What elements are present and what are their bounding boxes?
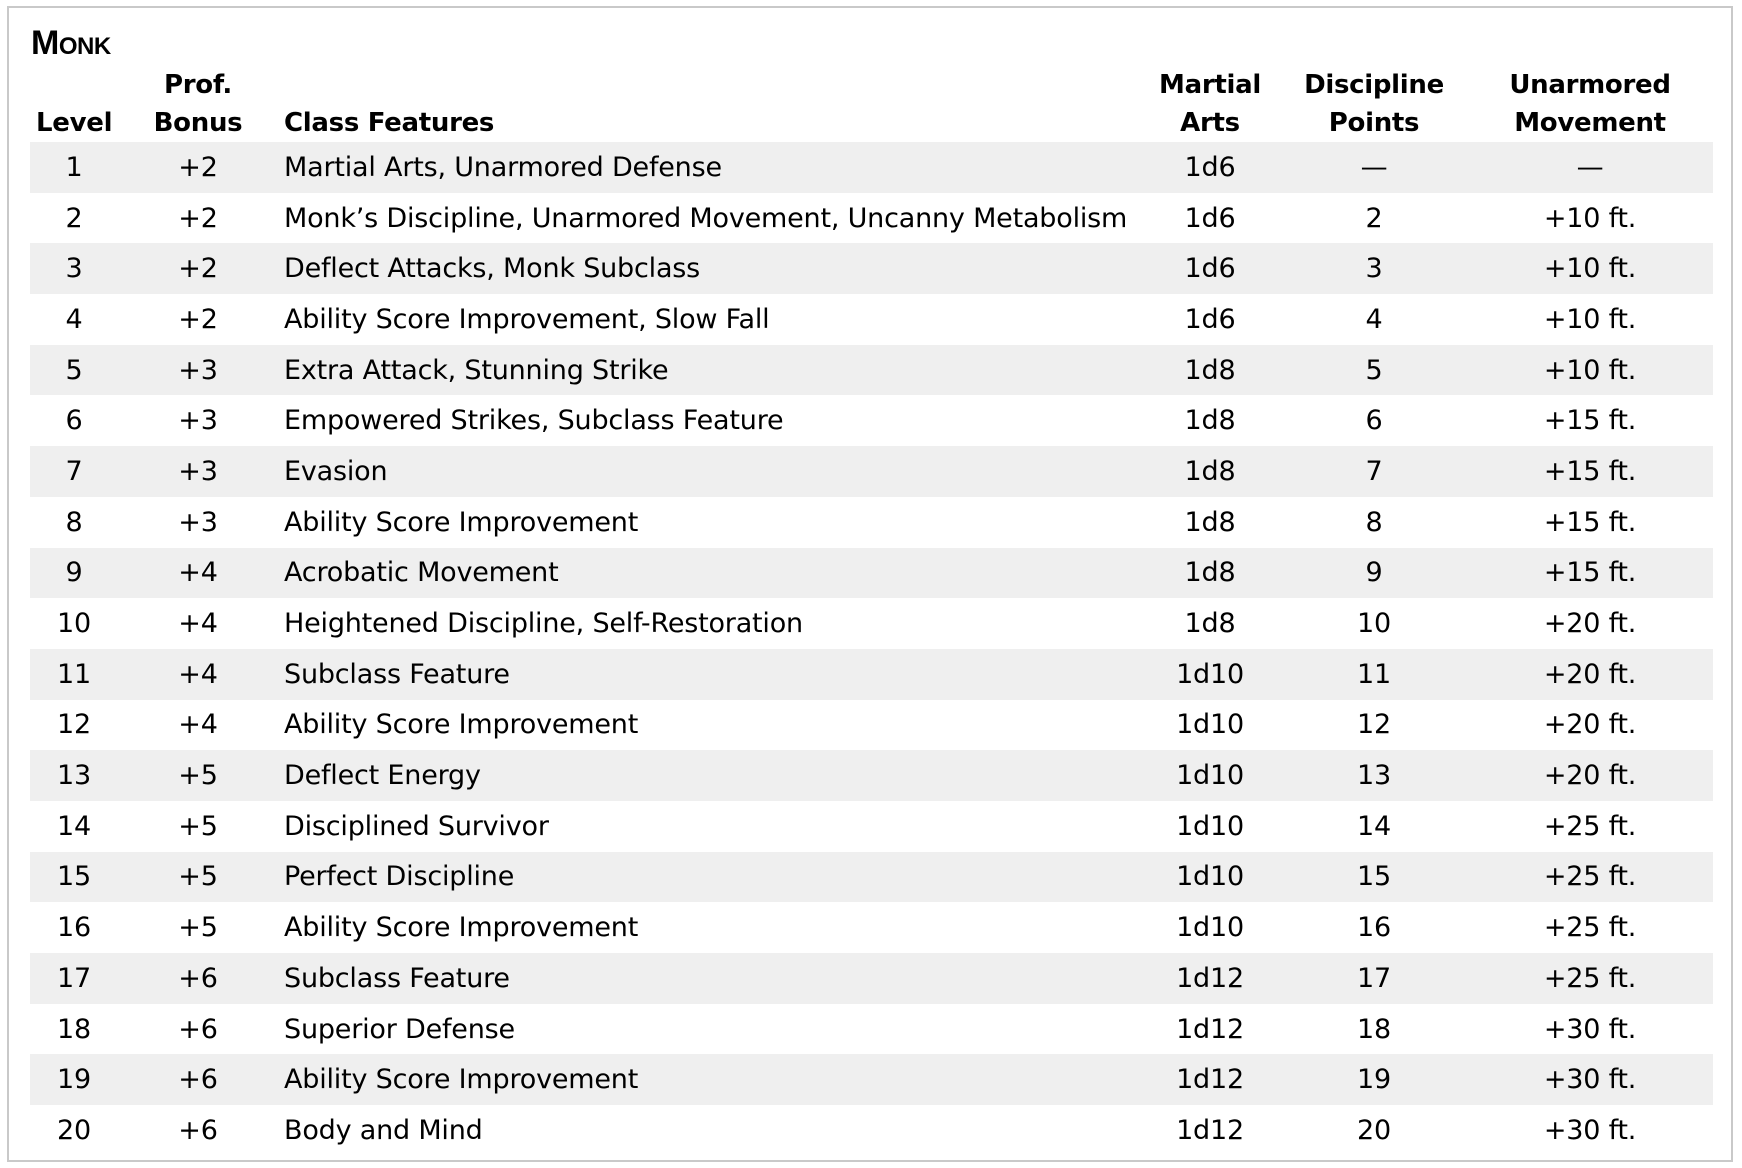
cell-prof-bonus: +3 xyxy=(118,345,278,396)
table-row xyxy=(30,750,1713,801)
cell-martial-arts: 1d6 xyxy=(1139,193,1281,244)
cell-level: 5 xyxy=(30,345,118,396)
cell-class-features: Martial Arts, Unarmored Defense xyxy=(278,142,1139,193)
table-row xyxy=(30,446,1713,497)
cell-discipline-points: 16 xyxy=(1281,902,1467,953)
header-discipline-points-line1: Discipline xyxy=(1304,70,1444,100)
cell-martial-arts: 1d10 xyxy=(1139,700,1281,751)
cell-prof-bonus: +5 xyxy=(118,852,278,903)
cell-class-features: Perfect Discipline xyxy=(278,852,1139,903)
cell-discipline-points: 8 xyxy=(1281,497,1467,548)
cell-class-features: Evasion xyxy=(278,446,1139,497)
cell-class-features: Deflect Energy xyxy=(278,750,1139,801)
cell-unarmored-movement: +15 ft. xyxy=(1467,395,1713,446)
cell-discipline-points: 17 xyxy=(1281,953,1467,1004)
cell-level: 6 xyxy=(30,395,118,446)
cell-class-features: Body and Mind xyxy=(278,1105,1139,1156)
cell-class-features: Ability Score Improvement xyxy=(278,902,1139,953)
cell-prof-bonus: +4 xyxy=(118,598,278,649)
cell-unarmored-movement: +30 ft. xyxy=(1467,1054,1713,1105)
cell-prof-bonus: +4 xyxy=(118,649,278,700)
header-level: Level xyxy=(36,108,113,138)
page-title: Monk xyxy=(31,24,111,62)
header-class-features: Class Features xyxy=(284,108,495,138)
cell-prof-bonus: +2 xyxy=(118,294,278,345)
cell-unarmored-movement: — xyxy=(1467,142,1713,193)
table-row xyxy=(30,395,1713,446)
cell-unarmored-movement: +30 ft. xyxy=(1467,1105,1713,1156)
class-progression-table xyxy=(30,66,1713,1156)
header-discipline-points xyxy=(1281,66,1467,142)
cell-martial-arts: 1d6 xyxy=(1139,243,1281,294)
cell-prof-bonus: +5 xyxy=(118,902,278,953)
table-row xyxy=(30,497,1713,548)
cell-martial-arts: 1d8 xyxy=(1139,598,1281,649)
cell-level: 14 xyxy=(30,801,118,852)
cell-unarmored-movement: +15 ft. xyxy=(1467,548,1713,599)
table-row xyxy=(30,243,1713,294)
cell-martial-arts: 1d8 xyxy=(1139,497,1281,548)
cell-level: 3 xyxy=(30,243,118,294)
cell-prof-bonus: +3 xyxy=(118,446,278,497)
cell-discipline-points: 7 xyxy=(1281,446,1467,497)
cell-class-features: Extra Attack, Stunning Strike xyxy=(278,345,1139,396)
cell-unarmored-movement: +10 ft. xyxy=(1467,243,1713,294)
cell-discipline-points: 13 xyxy=(1281,750,1467,801)
cell-prof-bonus: +2 xyxy=(118,142,278,193)
cell-level: 4 xyxy=(30,294,118,345)
cell-martial-arts: 1d10 xyxy=(1139,852,1281,903)
cell-martial-arts: 1d8 xyxy=(1139,345,1281,396)
cell-discipline-points: 4 xyxy=(1281,294,1467,345)
cell-class-features: Deflect Attacks, Monk Subclass xyxy=(278,243,1139,294)
header-martial-arts xyxy=(1139,66,1281,142)
header-unarmored-movement-line2: Movement xyxy=(1514,108,1666,138)
table-row xyxy=(30,548,1713,599)
cell-unarmored-movement: +20 ft. xyxy=(1467,750,1713,801)
table-row xyxy=(30,700,1713,751)
cell-level: 10 xyxy=(30,598,118,649)
cell-unarmored-movement: +20 ft. xyxy=(1467,700,1713,751)
cell-martial-arts: 1d10 xyxy=(1139,649,1281,700)
cell-martial-arts: 1d10 xyxy=(1139,801,1281,852)
cell-discipline-points: 15 xyxy=(1281,852,1467,903)
cell-level: 17 xyxy=(30,953,118,1004)
cell-prof-bonus: +3 xyxy=(118,497,278,548)
cell-discipline-points: 2 xyxy=(1281,193,1467,244)
cell-class-features: Disciplined Survivor xyxy=(278,801,1139,852)
table-row xyxy=(30,852,1713,903)
header-unarmored-movement xyxy=(1467,66,1713,142)
cell-class-features: Heightened Discipline, Self-Restoration xyxy=(278,598,1139,649)
cell-level: 19 xyxy=(30,1054,118,1105)
cell-unarmored-movement: +25 ft. xyxy=(1467,801,1713,852)
cell-unarmored-movement: +15 ft. xyxy=(1467,497,1713,548)
table-row xyxy=(30,193,1713,244)
header-unarmored-movement-line1: Unarmored xyxy=(1509,70,1671,100)
cell-martial-arts: 1d12 xyxy=(1139,1054,1281,1105)
cell-discipline-points: 10 xyxy=(1281,598,1467,649)
cell-unarmored-movement: +10 ft. xyxy=(1467,345,1713,396)
cell-prof-bonus: +2 xyxy=(118,243,278,294)
cell-level: 15 xyxy=(30,852,118,903)
cell-level: 18 xyxy=(30,1004,118,1055)
cell-martial-arts: 1d6 xyxy=(1139,294,1281,345)
cell-class-features: Ability Score Improvement, Slow Fall xyxy=(278,294,1139,345)
cell-unarmored-movement: +25 ft. xyxy=(1467,852,1713,903)
cell-class-features: Subclass Feature xyxy=(278,649,1139,700)
cell-prof-bonus: +6 xyxy=(118,953,278,1004)
table-row xyxy=(30,1105,1713,1156)
cell-discipline-points: 6 xyxy=(1281,395,1467,446)
cell-prof-bonus: +2 xyxy=(118,193,278,244)
cell-discipline-points: 12 xyxy=(1281,700,1467,751)
cell-martial-arts: 1d12 xyxy=(1139,1004,1281,1055)
cell-class-features: Ability Score Improvement xyxy=(278,700,1139,751)
header-martial-arts-line1: Martial xyxy=(1159,70,1261,100)
table-row xyxy=(30,902,1713,953)
cell-unarmored-movement: +25 ft. xyxy=(1467,953,1713,1004)
cell-class-features: Subclass Feature xyxy=(278,953,1139,1004)
table-header xyxy=(30,66,1713,142)
table-row xyxy=(30,345,1713,396)
cell-martial-arts: 1d8 xyxy=(1139,395,1281,446)
cell-class-features: Acrobatic Movement xyxy=(278,548,1139,599)
cell-prof-bonus: +3 xyxy=(118,395,278,446)
header-martial-arts-line2: Arts xyxy=(1180,108,1240,138)
cell-martial-arts: 1d12 xyxy=(1139,953,1281,1004)
header-row xyxy=(30,66,1713,142)
cell-prof-bonus: +4 xyxy=(118,700,278,751)
cell-level: 8 xyxy=(30,497,118,548)
cell-discipline-points: — xyxy=(1281,142,1467,193)
table-row xyxy=(30,649,1713,700)
table-row xyxy=(30,1004,1713,1055)
cell-class-features: Superior Defense xyxy=(278,1004,1139,1055)
cell-level: 13 xyxy=(30,750,118,801)
cell-martial-arts: 1d8 xyxy=(1139,446,1281,497)
table-row xyxy=(30,801,1713,852)
cell-unarmored-movement: +25 ft. xyxy=(1467,902,1713,953)
cell-level: 11 xyxy=(30,649,118,700)
table-row xyxy=(30,294,1713,345)
cell-discipline-points: 19 xyxy=(1281,1054,1467,1105)
cell-prof-bonus: +6 xyxy=(118,1105,278,1156)
cell-level: 9 xyxy=(30,548,118,599)
cell-unarmored-movement: +10 ft. xyxy=(1467,294,1713,345)
cell-martial-arts: 1d10 xyxy=(1139,750,1281,801)
cell-unarmored-movement: +10 ft. xyxy=(1467,193,1713,244)
cell-unarmored-movement: +15 ft. xyxy=(1467,446,1713,497)
cell-class-features: Empowered Strikes, Subclass Feature xyxy=(278,395,1139,446)
cell-prof-bonus: +4 xyxy=(118,548,278,599)
cell-discipline-points: 3 xyxy=(1281,243,1467,294)
cell-class-features: Monk’s Discipline, Unarmored Movement, Uncanny Metabolism xyxy=(278,193,1139,244)
cell-discipline-points: 11 xyxy=(1281,649,1467,700)
cell-discipline-points: 5 xyxy=(1281,345,1467,396)
cell-class-features: Ability Score Improvement xyxy=(278,1054,1139,1105)
cell-discipline-points: 18 xyxy=(1281,1004,1467,1055)
cell-discipline-points: 9 xyxy=(1281,548,1467,599)
cell-discipline-points: 14 xyxy=(1281,801,1467,852)
cell-level: 16 xyxy=(30,902,118,953)
table-body xyxy=(30,142,1713,1156)
cell-level: 7 xyxy=(30,446,118,497)
cell-prof-bonus: +6 xyxy=(118,1054,278,1105)
cell-level: 12 xyxy=(30,700,118,751)
cell-discipline-points: 20 xyxy=(1281,1105,1467,1156)
cell-martial-arts: 1d6 xyxy=(1139,142,1281,193)
table-row xyxy=(30,142,1713,193)
cell-level: 20 xyxy=(30,1105,118,1156)
table-row xyxy=(30,598,1713,649)
cell-martial-arts: 1d12 xyxy=(1139,1105,1281,1156)
table-row xyxy=(30,1054,1713,1105)
cell-level: 1 xyxy=(30,142,118,193)
cell-level: 2 xyxy=(30,193,118,244)
header-prof-bonus: Prof. Bonus xyxy=(153,70,243,138)
cell-class-features: Ability Score Improvement xyxy=(278,497,1139,548)
cell-prof-bonus: +5 xyxy=(118,750,278,801)
header-discipline-points-line2: Points xyxy=(1328,108,1420,138)
cell-unarmored-movement: +20 ft. xyxy=(1467,598,1713,649)
cell-unarmored-movement: +20 ft. xyxy=(1467,649,1713,700)
cell-martial-arts: 1d8 xyxy=(1139,548,1281,599)
cell-unarmored-movement: +30 ft. xyxy=(1467,1004,1713,1055)
cell-martial-arts: 1d10 xyxy=(1139,902,1281,953)
cell-prof-bonus: +6 xyxy=(118,1004,278,1055)
table-row xyxy=(30,953,1713,1004)
cell-prof-bonus: +5 xyxy=(118,801,278,852)
